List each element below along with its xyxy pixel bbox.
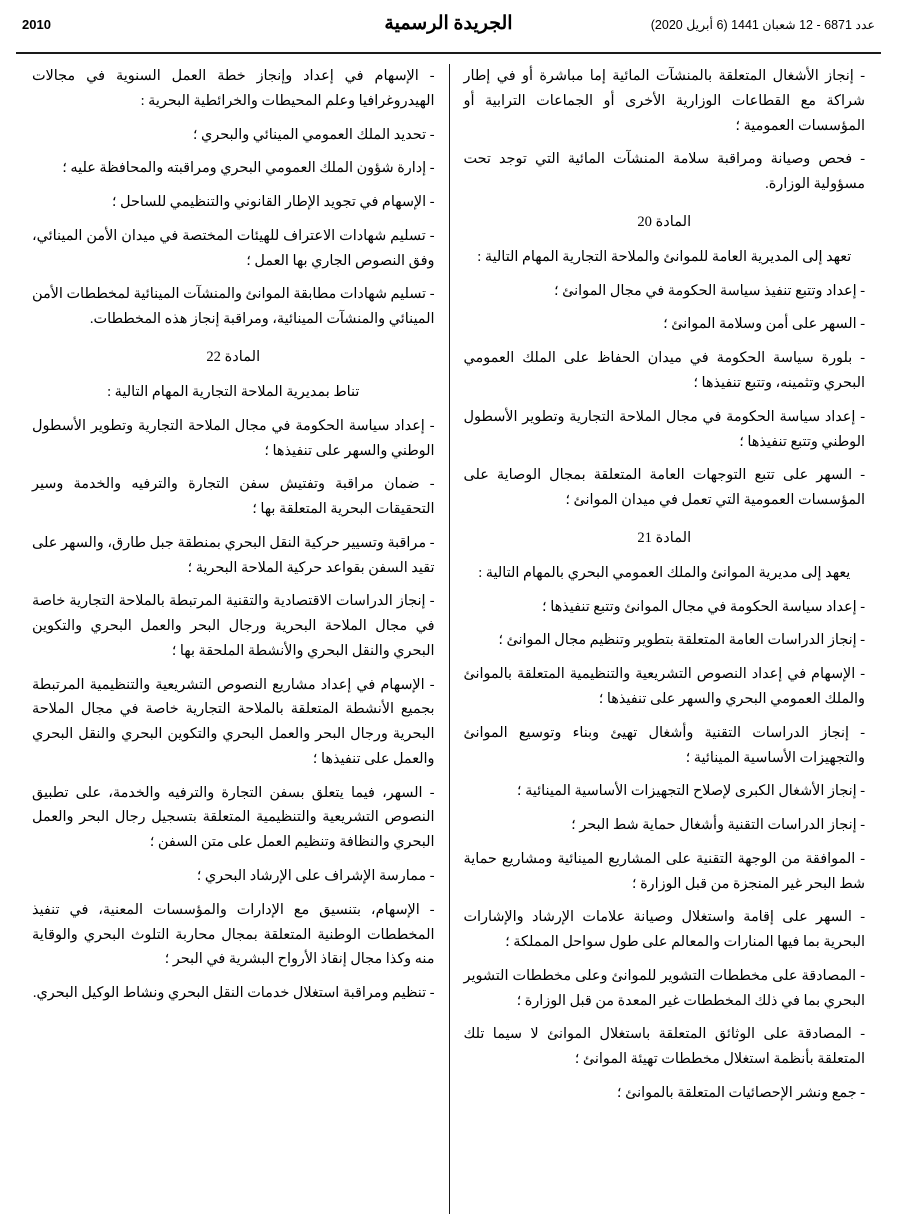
list-item: - ممارسة الإشراف على الإرشاد البحري ؛ <box>196 868 435 884</box>
left-column <box>18 64 449 1214</box>
list-item: - السهر على تتبع التوجهات العامة المتعلقة بمجال الوصاية على المؤسسات العمومية التي تعمل في ميدان الموانئ ؛ <box>463 467 865 509</box>
list-item: - الإسهام في إعداد مشاريع النصوص التشريعية والتنظيمية المرتبطة بجميع الأنشطة المتعلقة بالملاحة التجارية خاصة في مجال الملاحة البحرية ورجال البحر والعمل البحري والتكوين البحري والنقل البحري والعمل على تنفيذها ؛ <box>32 676 435 767</box>
lead-paragraph: يعهد إلى مديرية الموانئ والملك العمومي البحري بالمهام التالية : <box>478 564 851 581</box>
list-item: - السهر، فيما يتعلق بسفن التجارة والترفيه والخدمة، على تطبيق النصوص التشريعية والتنظيمية المتعلقة بتسجيل رجال البحر والعمل البحري والنظافة وتنظيم العمل على متن السفن ؛ <box>32 784 435 851</box>
list-item: - إنجاز الأشغال المتعلقة بالمنشآت المائية إما مباشرة أو في إطار شراكة مع القطاعات الوزارية الأخرى أو الجماعات الترابية أو المؤسسات العمومية ؛ <box>463 68 865 134</box>
list-item: - إعداد سياسة الحكومة في مجال الموانئ وتتبع تنفيذها ؛ <box>542 598 865 615</box>
list-item: - إنجاز الدراسات العامة المتعلقة بتطوير وتنظيم مجال الموانئ ؛ <box>498 632 865 649</box>
list-item: - تنظيم ومراقبة استغلال خدمات النقل البحري ونشاط الوكيل البحري. <box>32 985 435 1002</box>
list-item: - تحديد الملك العمومي المينائي والبحري ؛ <box>192 126 435 143</box>
list-item: - إنجاز الدراسات التقنية وأشغال تهيئ وبناء وتوسيع الموانئ والتجهيزات الأساسية المينائية ؛ <box>463 724 865 766</box>
list-item: - إدارة شؤون الملك العمومي البحري ومراقبته والمحافظة عليه ؛ <box>62 160 435 177</box>
list-item: - إعداد وتتبع تنفيذ سياسة الحكومة في مجال الموانئ ؛ <box>554 282 865 299</box>
list-item: - الموافقة من الوجهة التقنية على المشاريع المينائية ومشاريع حماية شط البحر غير المنجزة من قبل الوزارة ؛ <box>463 850 865 892</box>
page-number: 2010 <box>22 17 51 32</box>
list-item: - تسليم شهادات مطابقة الموانئ والمنشآت المينائية لمخططات الأمن المينائي والمنشآت المينائية، ومراقبة إنجاز هذه المخططات. <box>32 286 435 328</box>
list-item: - ضمان مراقبة وتفتيش سفن التجارة والترفيه والخدمة وسير التحقيقات البحرية المتعلقة بها ؛ <box>32 476 435 518</box>
list-item: - إنجاز الأشغال الكبرى لإصلاح التجهيزات الأساسية المينائية ؛ <box>516 783 865 800</box>
list-item: - الإسهام في إعداد وإنجاز خطة العمل السنوية في مجالات الهيدروغرافيا وعلم المحيطات والخرائطية البحرية : <box>32 68 435 109</box>
article-heading: المادة 21 <box>637 529 692 546</box>
list-item: - الإسهام، بتنسيق مع الإدارات والمؤسسات المعنية، في تنفيذ المخططات الوطنية المتعلقة بمجال محاربة التلوث البحري والوقاية منه وكذا مجال إنقاذ الأرواح البشرية في البحر ؛ <box>32 901 435 968</box>
list-item: - المصادقة على مخططات التشوير للموانئ وعلى مخططات التشوير البحري بما في ذلك المخططات غير المعدة من قبل الوزارة ؛ <box>463 967 865 1009</box>
page-header <box>0 0 897 46</box>
list-item: - فحص وصيانة ومراقبة سلامة المنشآت المائية التي توجد تحت مسؤولية الوزارة. <box>463 151 865 193</box>
list-item: - إنجاز الدراسات التقنية وأشغال حماية شط البحر ؛ <box>571 817 865 834</box>
list-item: - إعداد سياسة الحكومة في مجال الملاحة التجارية وتطوير الأسطول الوطني والسهر على تنفيذها ؛ <box>32 417 435 459</box>
list-item: - مراقبة وتسيير حركية النقل البحري بمنطقة جبل طارق، والسهر على تقيد السفن بقواعد حركية الملاحة البحرية ؛ <box>32 534 435 576</box>
list-item: - إعداد سياسة الحكومة في مجال الملاحة التجارية وتطوير الأسطول الوطني وتتبع تنفيذها ؛ <box>463 408 865 450</box>
list-item: - السهر على أمن وسلامة الموانئ ؛ <box>663 316 865 333</box>
list-item: - السهر على إقامة واستغلال وصيانة علامات الإرشاد والإشارات البحرية بما فيها المنارات والمعالم على طول سواحل المملكة ؛ <box>463 909 865 951</box>
list-item: - المصادقة على الوثائق المتعلقة باستغلال الموانئ لا سيما تلك المتعلقة بأنظمة استغلال مخططات تهيئة الموانئ ؛ <box>463 1026 865 1068</box>
list-item: - بلورة سياسة الحكومة في ميدان الحفاظ على الملك العمومي البحري وتثمينه، وتتبع تنفيذها ؛ <box>463 350 865 391</box>
list-item: - جمع ونشر الإحصائيات المتعلقة بالموانئ ؛ <box>616 1084 865 1101</box>
issue-info: عدد 6871 - 12 شعبان 1441 (6 أبريل 2020) <box>650 18 875 32</box>
list-item: - تسليم شهادات الاعتراف للهيئات المختصة في ميدان الأمن المينائي، وفق النصوص الجاري بها العمل ؛ <box>32 227 435 269</box>
list-item: - الإسهام في إعداد النصوص التشريعية والتنظيمية المتعلقة بالموانئ والملك العمومي البحري والسهر على تنفيذها ؛ <box>463 666 865 707</box>
two-column-body <box>0 54 897 1214</box>
list-item: - الإسهام في تجويد الإطار القانوني والتنظيمي للساحل ؛ <box>111 194 435 211</box>
article-heading: المادة 20 <box>637 213 692 230</box>
lead-paragraph: تناط بمديرية الملاحة التجارية المهام التالية : <box>107 383 360 400</box>
lead-paragraph: تعهد إلى المديرية العامة للموانئ والملاحة التجارية المهام التالية : <box>477 248 852 265</box>
gazette-title: الجريدة الرسمية <box>384 13 513 34</box>
right-column <box>449 64 880 1214</box>
article-heading: المادة 22 <box>206 348 261 365</box>
list-item: - إنجاز الدراسات الاقتصادية والتقنية المرتبطة بالملاحة التجارية خاصة في مجال الملاحة البحرية ورجال البحر والعمل البحري والتكوين البحري والنقل البحري والأنشطة الملحقة بها ؛ <box>32 593 435 659</box>
